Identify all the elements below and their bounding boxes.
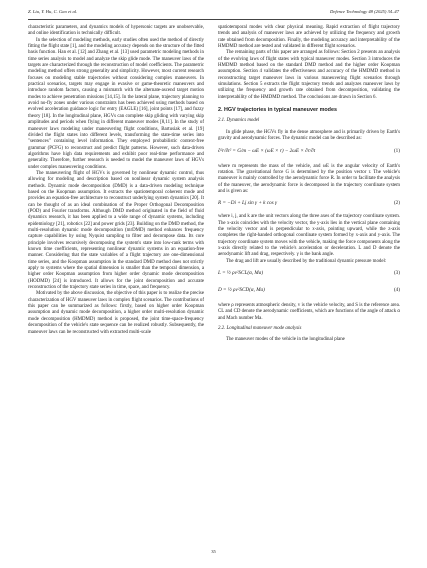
paragraph: The remaining parts of this paper are arranged as follows: Section 2 presents an analysis of the evolving laws of flight states with typical maneuver modes. Section 3 introduces the HMDMD method based on the standard DMD method and the higher order Koopman assumption. Section 4 validates the effectiveness and accuracy of the HMDMD method in reconstructing target maneuver laws in various maneuvering flight scenarios through simulations. Section 5 extracts the flight trajectory trends and analyzes maneuver laws by utilizing the frequency and growth rate obtained from decomposition, validating the interpretability of the HMDMD method. The conclusions are drawn in Section 6. <box>218 50 400 100</box>
paragraph: The drag and lift are usually described by the traditional dynamic pressure model: <box>226 258 387 264</box>
paragraph: In glide phase, the HGVs fly in the dense atmosphere and is primarily driven by Earth's gravity and aerodynamic forces. The dynamic model can be described as: <box>218 129 400 142</box>
equation-3 <box>218 269 400 282</box>
subsection-heading: 2.2. Longitudinal maneuver mode analysis <box>218 326 302 331</box>
equation-number: (1) <box>393 147 400 154</box>
paragraph: where ρ represents atmospheric density, v is the vehicle velocity, and S is the reference area. CL and CD denote the aerodynamic coefficients, which are functions of the angle of attack α and Mach number Ma. <box>218 302 400 321</box>
right-column <box>218 25 400 344</box>
equation-1-expr: ∂²r/∂t² = G/m − ωE × (ωE × r) − 2ωE × ∂r/∂t <box>218 147 316 154</box>
header-journal: Defence Technology 48 (2025) 34–47 <box>330 9 399 14</box>
equation-number: (3) <box>393 269 400 276</box>
equation-4-expr: D = ½ ρv²SCD(α, Ma) <box>218 286 265 293</box>
equation-2 <box>218 199 400 210</box>
paragraph: The maneuver modes of the vehicle in the longitudinal plane <box>226 337 345 343</box>
equation-4 <box>218 286 400 299</box>
page-number: 35 <box>211 549 216 554</box>
equation-number: (4) <box>393 286 400 293</box>
subsection-heading: 2.1. Dynamics model <box>218 118 260 124</box>
equation-2-expr: R = −Di + Lj sin γ + k cos γ <box>218 200 278 207</box>
header-authors: Z. Liu, Y. Hu, C. Gao et al. <box>28 9 78 14</box>
left-column <box>28 25 204 336</box>
equation-3-expr: L = ½ ρv²SCL(α, Ma) <box>218 269 264 276</box>
header-rule <box>28 19 399 20</box>
section-heading: 2. HGV trajectories in typical maneuver modes <box>218 107 337 114</box>
paragraph: Motivated by the above discussion, the objective of this paper is to realize the precise characterization of HGV maneuver laws in complex flight scenarios. The contributions of this paper can be summarized as follows: firstly, based on higher order Koopman assumption and dynamic mode decomposition, a higher order multi-resolution dynamic mode decomposition (HMDMD) method is proposed, the joint time-space-frequency decomposition of the vehicle's state sequence can be realized robustly. Subsequently, the maneuver laws can be reconstructed with extracted multi-scale <box>28 291 204 335</box>
running-header <box>28 9 399 19</box>
equation-number: (2) <box>393 200 400 207</box>
paragraph: The maneuvering flight of HGVs is governed by nonlinear dynamic control, thus allowing for modeling and description based on nonlinear dynamic system analysis methods. Dynamic mode decomposition (DMD) is a data-driven modeling technique based on the Koopman assumption. It extracts the spatiotemporal coherent mode and provides an equation-free architecture to reconstruct underlying system dynamics [20]. It can be thought of as an ideal combination of the Proper Orthogonal Decomposition (POD) and Fourier transforms. Although DMD method originated in the field of fluid dynamics research, it has been applied to a wide range of dynamic systems, including epidemiology [21], robotics [22] and power grids [23]. Building on the DMD method, the multi-resolution dynamic mode decomposition (mrDMD) method enhances frequency capture capabilities by using Nyquist sampling to filter and decompose data. Its core principle involves recursively decomposing the system's state into low-rank terms with known time coefficients, representing nonlinear dynamic systems in an equation-free manner. Considering that the state variables of a flight trajectory are one-dimensional time series, and the Koopman assumption in the standard DMD method does not strictly apply to systems where the spatial dimension is smaller than the temporal dimension, a higher order Koopman assumption from higher order dynamic mode decomposition (HODMD) [24] is introduced. It allows for the joint decomposition and accurate reconstruction of the trajectory state series in time, space, and frequency. <box>28 170 204 291</box>
equation-1 <box>218 147 400 160</box>
paragraph: In the selection of modeling methods, early studies often used the method of directly fitting the flight state [1], and the modeling accuracy depends on the structure of the fitted basis function. Han et al. [12] and Zhang et al. [13] used parametric modeling methods in time series analysis to model and analyze the skip glide mode. The maneuver laws of the targets are characterized through the reconstruction of model coefficients. The parametric modeling method offers strong generality and simplicity. However, most current research focuses on modeling stable trajectories without considering complex maneuvers. In practical scenarios, targets may engage in evasive or game-theoretic maneuvers and introduce random factors, causing a mismatch with the alternate-ascend target motion modes to achieve penetration missions [14,15]. In the lateral plane, trajectory planning to avoid no-fly zones under various constraints has been achieved using methods based on evolved acceleration guidance logic for entry (EAGLE) [16], joint points [17], and fuzzy theory [18]. In the longitudinal plane, HGVs can complete skip gliding with varying skip amplitudes and periods when flying in different maneuver modes [8,11]. In the study of maneuver laws modeling under maneuvering flight conditions, Bartusiak et al. [19] divided the flight states into different levels, transforming the state-time series into "sentences" containing level information. They employed probabilistic context-free grammar (PCFG) to reconstruct and predict flight patterns. However, such data-driven algorithms have high data requirements and exhibit poor real-time performance and generality. Therefore, further research is needed to model the maneuver laws of HGVs under complex maneuvering conditions. <box>28 37 205 170</box>
paragraph: characteristic parameters, and dynamics models of hypersonic targets are unobservable, and online identification is technically difficult. <box>28 25 204 37</box>
paragraph: where i, j, and k are the unit vectors along the three axes of the trajectory coordinate system. The x-axis coincides with the velocity vector, the y-axis lies in the vertical plane containing the velocity vector and is perpendicular to x-axis, pointing upward, while the z-axis completes the right-handed orthogonal coordinate system formed by x-axis and y-axis. The trajectory coordinate system moves with the vehicle, making the force components along the x-axis directly related to the vehicle's acceleration or deceleration. L and D denote the aerodynamic lift and drag, respectively. γ is the bank angle. <box>218 214 400 258</box>
paragraph: where m represents the mass of the vehicle, and ωE is the angular velocity of Earth's rotation. The gravitational force G is determined by the position vector r. The vehicle's maneuver is mainly controlled by the aerodynamic force R. In order to facilitate the analysis of the maneuver, the aerodynamic force is decomposed in the trajectory coordinate system and is given as: <box>218 163 400 194</box>
paragraph: spatiotemporal modes with clear physical meaning. Rapid extraction of flight trajectory trends and analysis of maneuver laws are achieved by utilizing the frequency and growth rate obtained from decomposition. Finally, the modeling accuracy and interpretability of the HMDMD method are tested and validated in different flight scenarios. <box>218 25 400 50</box>
